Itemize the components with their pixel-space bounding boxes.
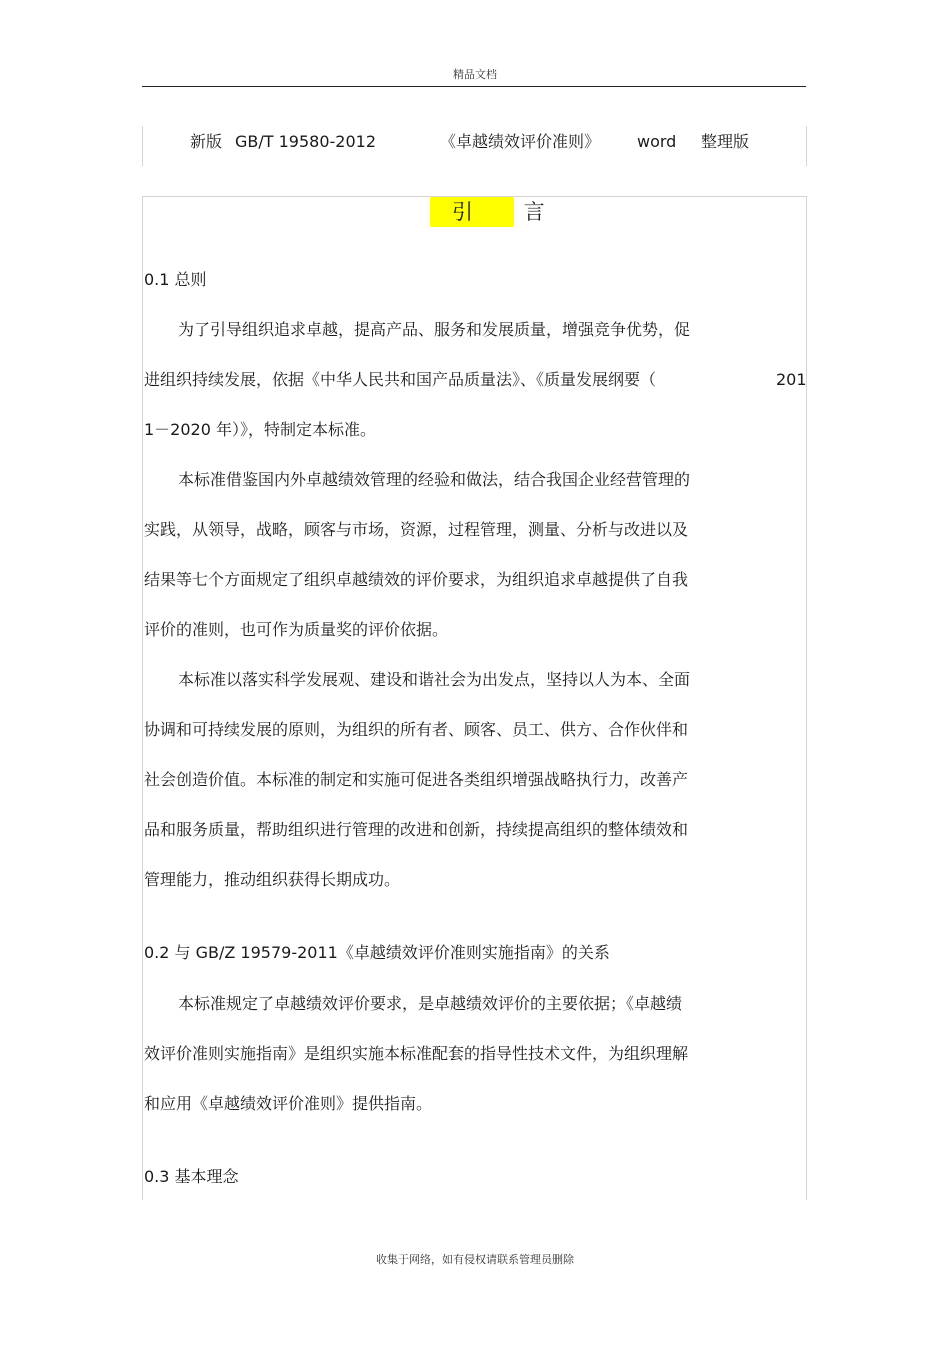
paragraph-line-fragment: 201 (776, 370, 807, 389)
paragraph-line: 本标准规定了卓越绩效评价要求，是卓越绩效评价的主要依据；《卓越绩 (178, 994, 683, 1013)
section-0-1-heading: 0.1 总则 (144, 270, 207, 289)
paragraph-line: 品和服务质量，帮助组织进行管理的改进和创新，持续提高组织的整体绩效和 (144, 820, 689, 839)
paragraph-line: 结果等七个方面规定了组织卓越绩效的评价要求，为组织追求卓越提供了自我 (144, 570, 689, 589)
title-cell-right-border (806, 126, 807, 166)
paragraph-line: 本标准借鉴国内外卓越绩效管理的经验和做法，结合我国企业经营管理的 (178, 470, 691, 489)
paragraph-line: 评价的准则，也可作为质量奖的评价依据。 (144, 620, 449, 639)
paragraph-line: 实践，从领导，战略，顾客与市场，资源，过程管理，测量、分析与改进以及 (144, 520, 689, 539)
doc-title-standard-number: GB/T 19580-2012 (235, 132, 377, 151)
header-rule (142, 86, 806, 87)
doc-title-name: 《卓越绩效评价准则》 (440, 132, 601, 151)
doc-title-format: word (637, 132, 677, 151)
section-0-3-heading: 0.3 基本理念 (144, 1167, 239, 1186)
paragraph-line: 和应用《卓越绩效评价准则》提供指南。 (144, 1094, 433, 1113)
paragraph-line: 社会创造价值。本标准的制定和实施可促进各类组织增强战略执行力，改善产 (144, 770, 689, 789)
section-heading-highlight (430, 197, 567, 227)
body-cell-left-border (142, 196, 143, 1200)
paragraph-line: 效评价准则实施指南》是组织实施本标准配套的指导性技术文件，为组织理解 (144, 1044, 689, 1063)
paragraph-line: 进组织持续发展，依据《中华人民共和国产品质量法》、《质量发展纲要（ (144, 370, 657, 389)
paragraph-line: 1－2020 年）》，特制定本标准。 (144, 420, 376, 439)
paragraph-line: 协调和可持续发展的原则，为组织的所有者、顾客、员工、供方、合作伙伴和 (144, 720, 689, 739)
section-heading: 引 言 (452, 200, 567, 224)
paragraph-line: 本标准以落实科学发展观、建设和谐社会为出发点，坚持以人为本、全面 (178, 670, 691, 689)
title-cell-left-border (142, 126, 143, 166)
body-cell-right-border (806, 196, 807, 1200)
paragraph-line: 为了引导组织追求卓越，提高产品、服务和发展质量，增强竞争优势，促 (178, 320, 691, 339)
doc-title-prefix: 新版 (190, 132, 223, 151)
doc-title-suffix: 整理版 (701, 132, 750, 151)
page-header: 精品文档 (453, 68, 497, 81)
page-footer: 收集于网络，如有侵权请联系管理员删除 (376, 1253, 574, 1266)
paragraph-line: 管理能力，推动组织获得长期成功。 (144, 870, 401, 889)
section-0-2-heading: 0.2 与 GB/Z 19579-2011《卓越绩效评价准则实施指南》的关系 (144, 943, 610, 962)
